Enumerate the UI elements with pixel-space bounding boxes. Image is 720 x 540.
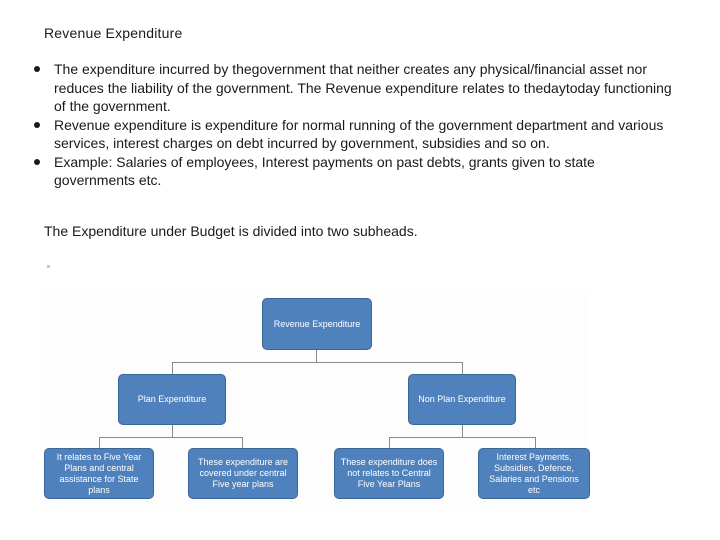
connector-nonplan-down (462, 425, 463, 437)
bullet-dot (34, 122, 40, 128)
connector-to-leaf-1 (99, 437, 100, 448)
bullet-item (34, 116, 674, 153)
bullet-text: The expenditure incurred by thegovernment that neither creates any physical/financial asset nor reduces the liability of the government. The Revenue expenditure relates to thedaytoday functioning of the government. (54, 61, 672, 114)
connector-plan-down (172, 425, 173, 437)
node-revenue-expenditure: Revenue Expenditure (262, 298, 372, 350)
bullet-list (34, 60, 674, 190)
page-heading: Revenue Expenditure (44, 25, 183, 41)
connector-plan-horizontal (99, 437, 242, 438)
subheads-text: The Expenditure under Budget is divided into two subheads. (44, 223, 418, 239)
connector-nonplan-horizontal (389, 437, 535, 438)
leaf-nonplan-not-five-year: These expenditure does not relates to Central Five Year Plans (334, 448, 444, 499)
leaf-plan-five-year: It relates to Five Year Plans and central assistance for State plans (44, 448, 154, 499)
node-non-plan-expenditure: Non Plan Expenditure (408, 374, 516, 425)
connector-top-horizontal (172, 362, 463, 363)
connector-to-leaf-2 (242, 437, 243, 448)
connector-to-nonplan (462, 362, 463, 374)
connector-to-leaf-4 (535, 437, 536, 448)
leaf-nonplan-interest: Interest Payments, Subsidies, Defence, Salaries and Pensions etc (478, 448, 590, 499)
leaf-plan-central: These expenditure are covered under central Five year plans (188, 448, 298, 499)
node-plan-expenditure: Plan Expenditure (118, 374, 226, 425)
decorative-dot (47, 265, 50, 268)
bullet-text: Example: Salaries of employees, Interest payments on past debts, grants given to state governments etc. (54, 153, 595, 188)
connector-to-plan (172, 362, 173, 374)
bullet-text: Revenue expenditure is expenditure for normal running of the government department and various services, interest charges on debt incurred by government, subsidies and so on. (54, 116, 664, 151)
bullet-dot (34, 66, 40, 72)
bullet-item (34, 153, 674, 190)
connector-to-leaf-3 (389, 437, 390, 448)
bullet-dot (34, 159, 40, 165)
connector-root-down (316, 350, 317, 362)
bullet-item (34, 60, 674, 116)
